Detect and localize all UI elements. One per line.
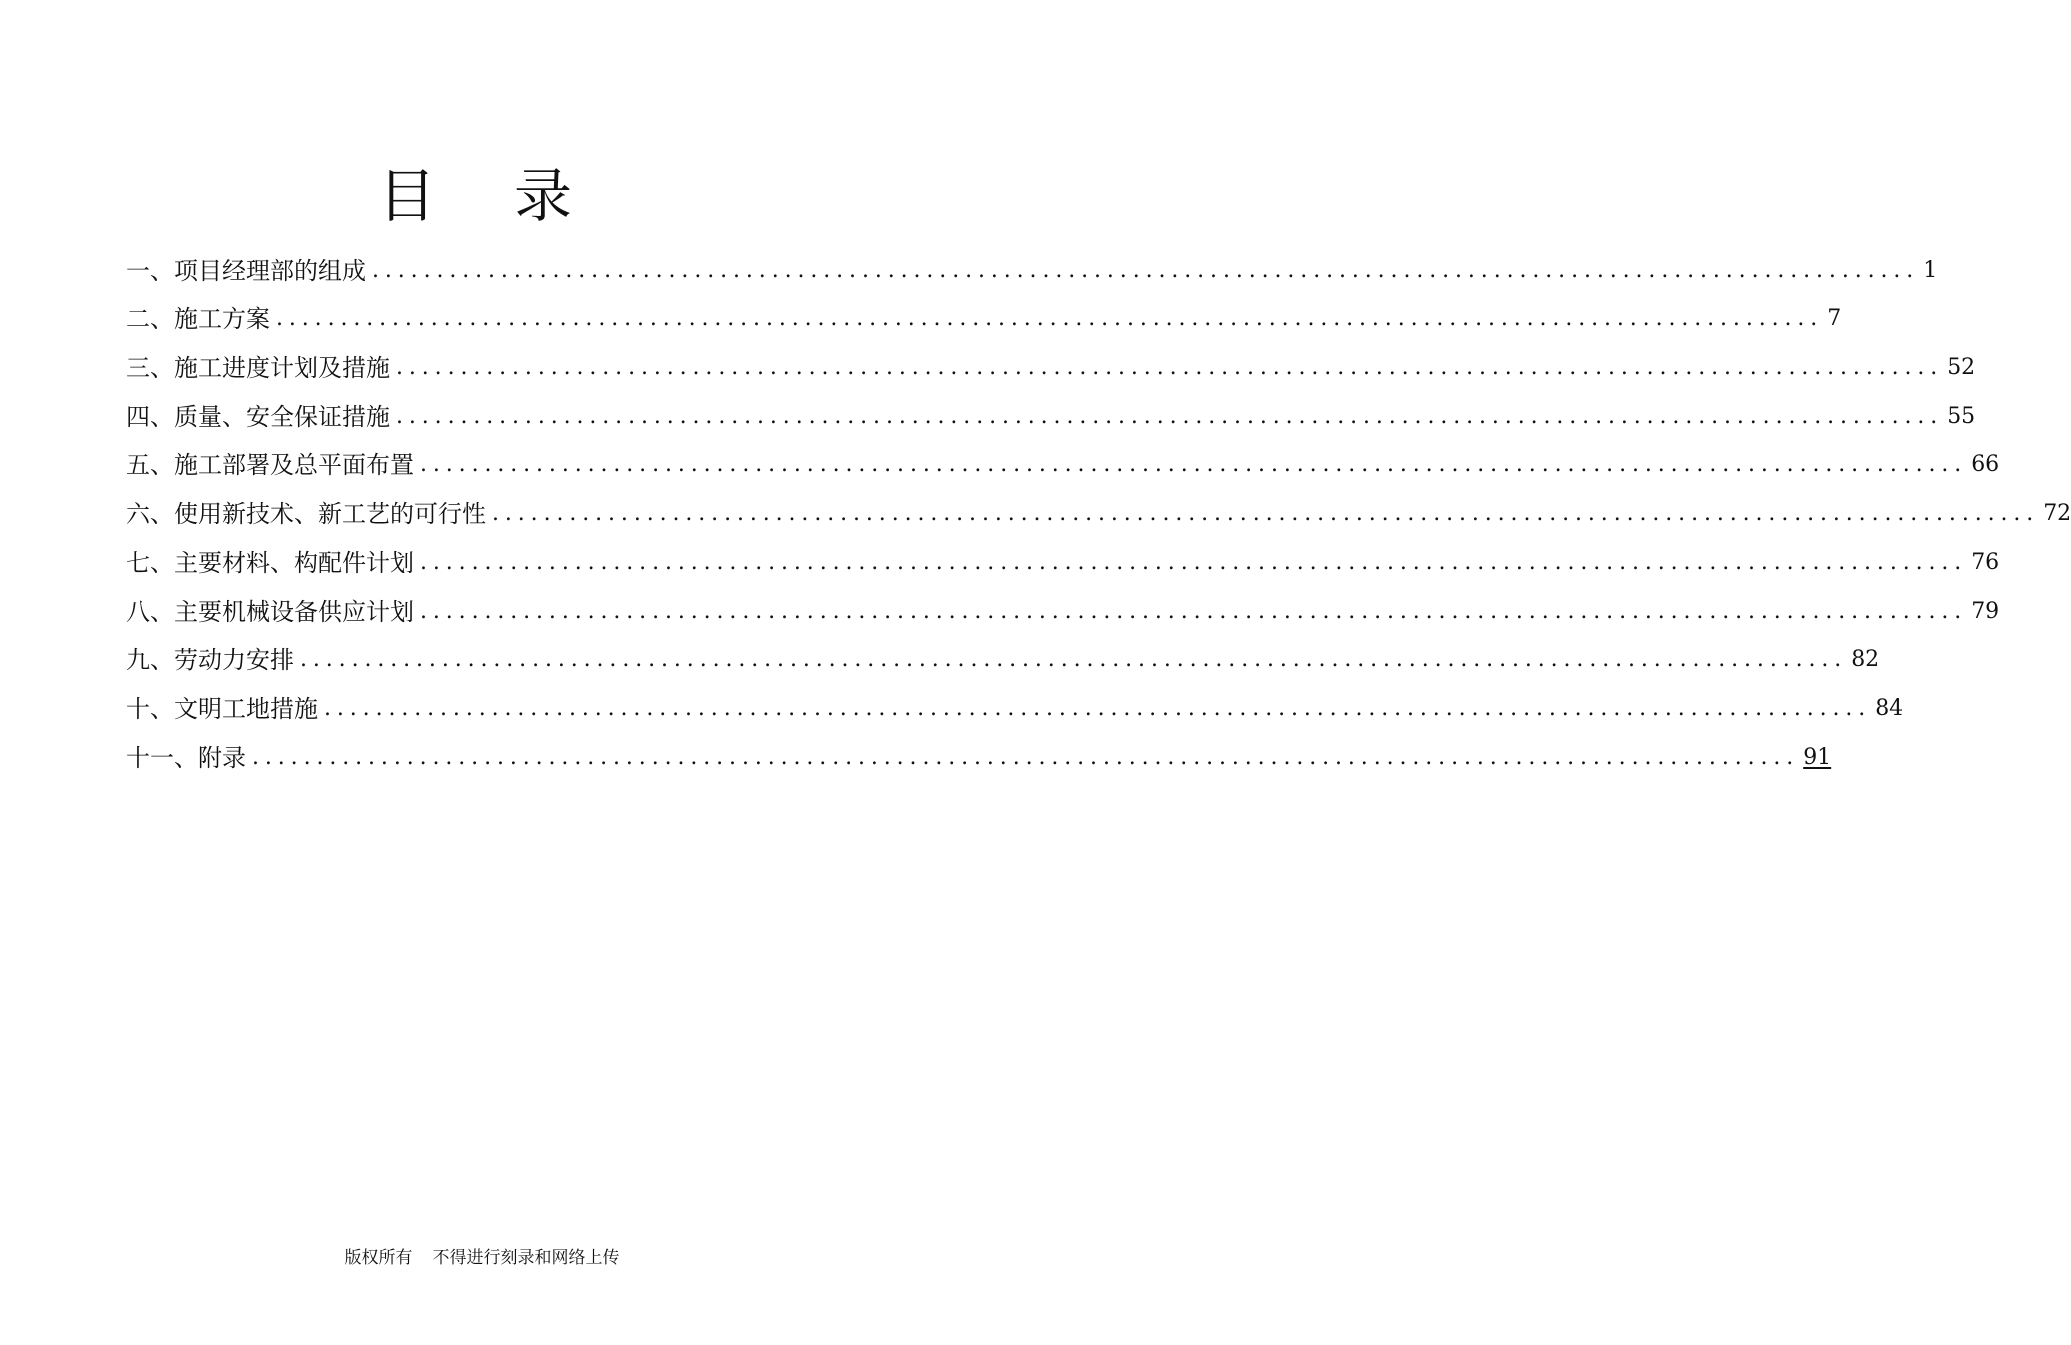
toc-entry[interactable] <box>126 437 2000 486</box>
toc-dot-leader: ........................................................................................................................ <box>324 695 1872 721</box>
toc-entry[interactable] <box>126 729 1832 778</box>
toc-entry-label: 一、项目经理部的组成 <box>126 256 366 285</box>
toc-entry-label: 二、施工方案 <box>126 305 270 334</box>
footer-notice: 不得进行刻录和网络上传 <box>432 1248 620 1268</box>
toc-dot-leader: ........................................................................................................................ <box>420 452 1968 478</box>
toc-entry-label: 八、主要机械设备供应计划 <box>126 597 414 626</box>
toc-entry-label: 六、使用新技术、新工艺的可行性 <box>126 500 486 529</box>
toc-entry-label: 七、主要材料、构配件计划 <box>126 548 414 577</box>
toc-entry[interactable] <box>126 632 1880 681</box>
toc-dot-leader: ........................................................................................................................ <box>396 403 1944 429</box>
toc-entry[interactable] <box>126 242 1938 291</box>
toc-entry-label: 十、文明工地措施 <box>126 694 318 723</box>
toc-entry-page: 79 <box>1971 598 2000 624</box>
toc-entry[interactable] <box>126 388 1976 437</box>
toc-entry-label: 四、质量、安全保证措施 <box>126 402 390 431</box>
toc-entry-page: 7 <box>1827 306 1842 332</box>
copyright-footer <box>0 1246 950 1270</box>
title-char-1: 目 <box>377 162 436 230</box>
toc-entry[interactable] <box>126 485 2071 534</box>
toc-entry[interactable] <box>126 583 2000 632</box>
toc-entry[interactable] <box>126 534 2000 583</box>
toc-dot-leader: ........................................................................................................................ <box>420 598 1968 624</box>
toc-dot-leader: ........................................................................................................................ <box>420 549 1968 575</box>
toc-entry[interactable] <box>126 291 1842 340</box>
toc-dot-leader: ........................................................................................................................ <box>396 355 1944 381</box>
toc-entry[interactable] <box>126 680 1904 729</box>
toc-entry-label: 五、施工部署及总平面布置 <box>126 451 414 480</box>
toc-entry-page: 84 <box>1875 695 1904 721</box>
toc-entry-page: 76 <box>1971 549 2000 575</box>
toc-entry-page: 1 <box>1923 257 1938 283</box>
toc-dot-leader: ........................................................................................................................ <box>372 257 1920 283</box>
toc-entry-page: 52 <box>1947 355 1976 381</box>
toc-entry-label: 三、施工进度计划及措施 <box>126 354 390 383</box>
toc-entry-page: 82 <box>1851 647 1880 673</box>
footer-copyright: 版权所有 <box>344 1248 413 1268</box>
toc-entry[interactable] <box>126 339 1976 388</box>
title-char-2: 录 <box>514 162 573 230</box>
toc-entry-page: 91 <box>1803 744 1832 770</box>
toc-entry-label: 十一、附录 <box>126 743 246 772</box>
toc-entry-page: 72 <box>2043 501 2071 527</box>
toc-entry-page: 66 <box>1971 452 2000 478</box>
table-of-contents <box>126 242 2071 778</box>
page-title <box>0 158 950 234</box>
toc-entry-label: 九、劳动力安排 <box>126 646 294 675</box>
toc-dot-leader: ........................................................................................................................ <box>252 744 1800 770</box>
toc-dot-leader: ........................................................................................................................ <box>276 306 1824 332</box>
toc-dot-leader: ........................................................................................................................ <box>492 501 2040 527</box>
toc-dot-leader: ........................................................................................................................ <box>300 647 1848 673</box>
toc-entry-page: 55 <box>1947 403 1976 429</box>
